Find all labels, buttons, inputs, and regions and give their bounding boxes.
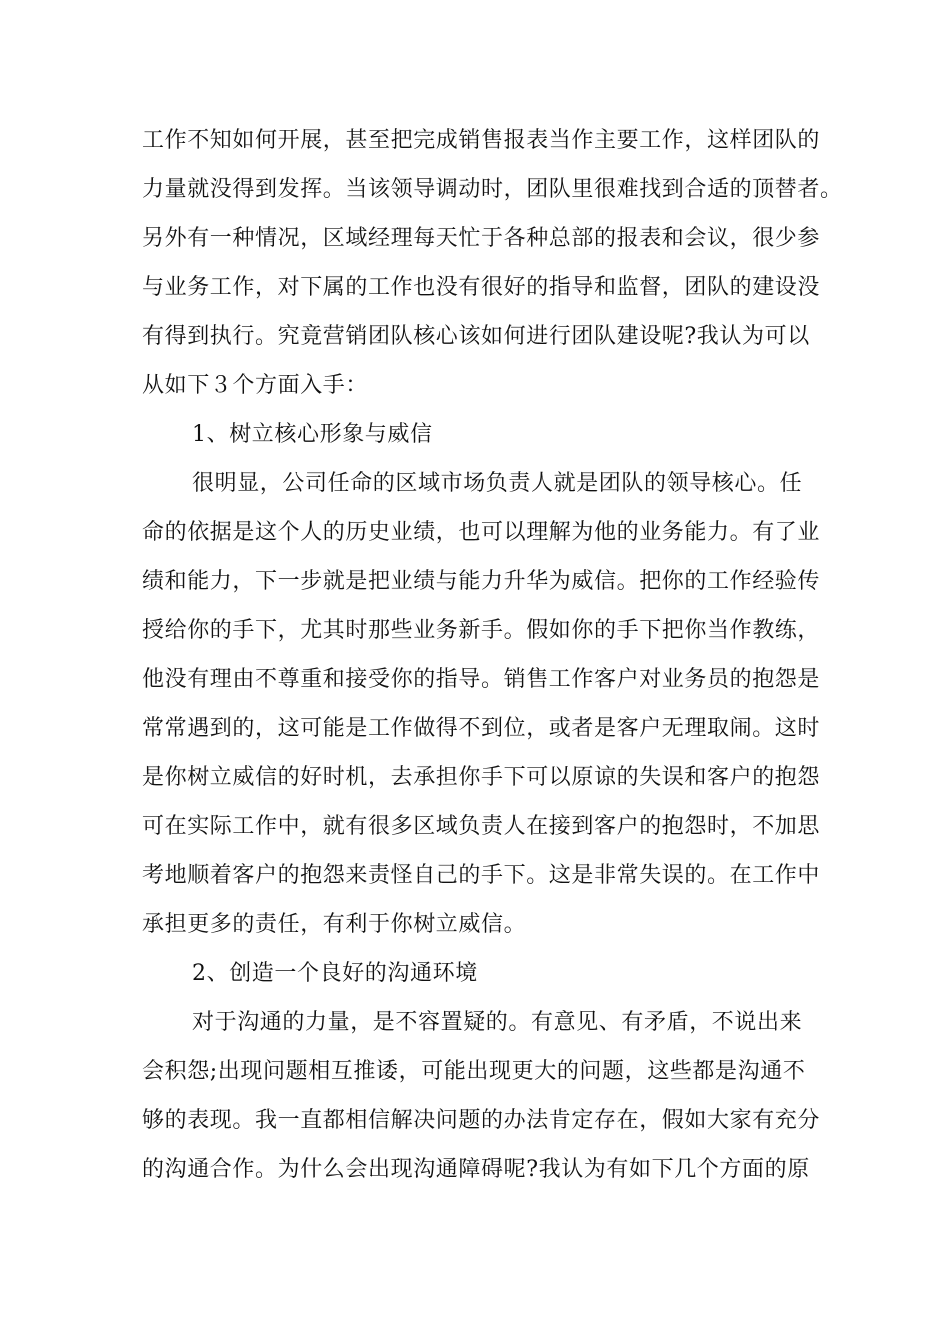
paragraph-line: 会积怨;出现问题相互推诿，可能出现更大的问题，这些都是沟通不 [142,1059,806,1084]
section-heading: 1、树立核心形象与威信 [192,422,433,447]
paragraph-line: 另外有一种情况，区域经理每天忙于各种总部的报表和会议，很少参 [142,226,821,251]
paragraph-line: 工作不知如何开展，甚至把完成销售报表当作主要工作，这样团队的 [142,128,821,153]
paragraph-line: 有得到执行。究竟营销团队核心该如何进行团队建设呢?我认为可以 [142,324,810,349]
paragraph-line: 常常遇到的，这可能是工作做得不到位，或者是客户无理取闹。这时 [142,716,821,741]
paragraph-line: 承担更多的责任，有利于你树立威信。 [142,912,527,937]
paragraph-line: 授给你的手下，尤其时那些业务新手。假如你的手下把你当作教练， [142,618,821,643]
section-heading: 2、创造一个良好的沟通环境 [192,961,478,986]
paragraph-line: 从如下３个方面入手： [142,373,369,398]
paragraph-line: 对于沟通的力量，是不容置疑的。有意见、有矛盾，不说出来 [192,1010,803,1035]
paragraph-line: 力量就没得到发挥。当该领导调动时，团队里很难找到合适的顶替者。 [142,177,843,202]
paragraph-line: 是你树立威信的好时机，去承担你手下可以原谅的失误和客户的抱怨 [142,765,821,790]
paragraph-line: 考地顺着客户的抱怨来责怪自己的手下。这是非常失误的。在工作中 [142,863,821,888]
paragraph-line: 很明显，公司任命的区域市场负责人就是团队的领导核心。任 [192,471,803,496]
paragraph-line: 与业务工作，对下属的工作也没有很好的指导和监督，团队的建设没 [142,275,821,300]
paragraph-line: 可在实际工作中，就有很多区域负责人在接到客户的抱怨时，不加思 [142,814,821,839]
paragraph-line: 命的依据是这个人的历史业绩，也可以理解为他的业务能力。有了业 [142,520,821,545]
body-text [142,116,843,1194]
paragraph-line: 他没有理由不尊重和接受你的指导。销售工作客户对业务员的抱怨是 [142,667,821,692]
paragraph-line: 的沟通合作。为什么会出现沟通障碍呢?我认为有如下几个方面的原 [142,1157,810,1182]
paragraph-line: 够的表现。我一直都相信解决问题的办法肯定存在，假如大家有充分 [142,1108,821,1133]
paragraph-line: 绩和能力，下一步就是把业绩与能力升华为威信。把你的工作经验传 [142,569,821,594]
